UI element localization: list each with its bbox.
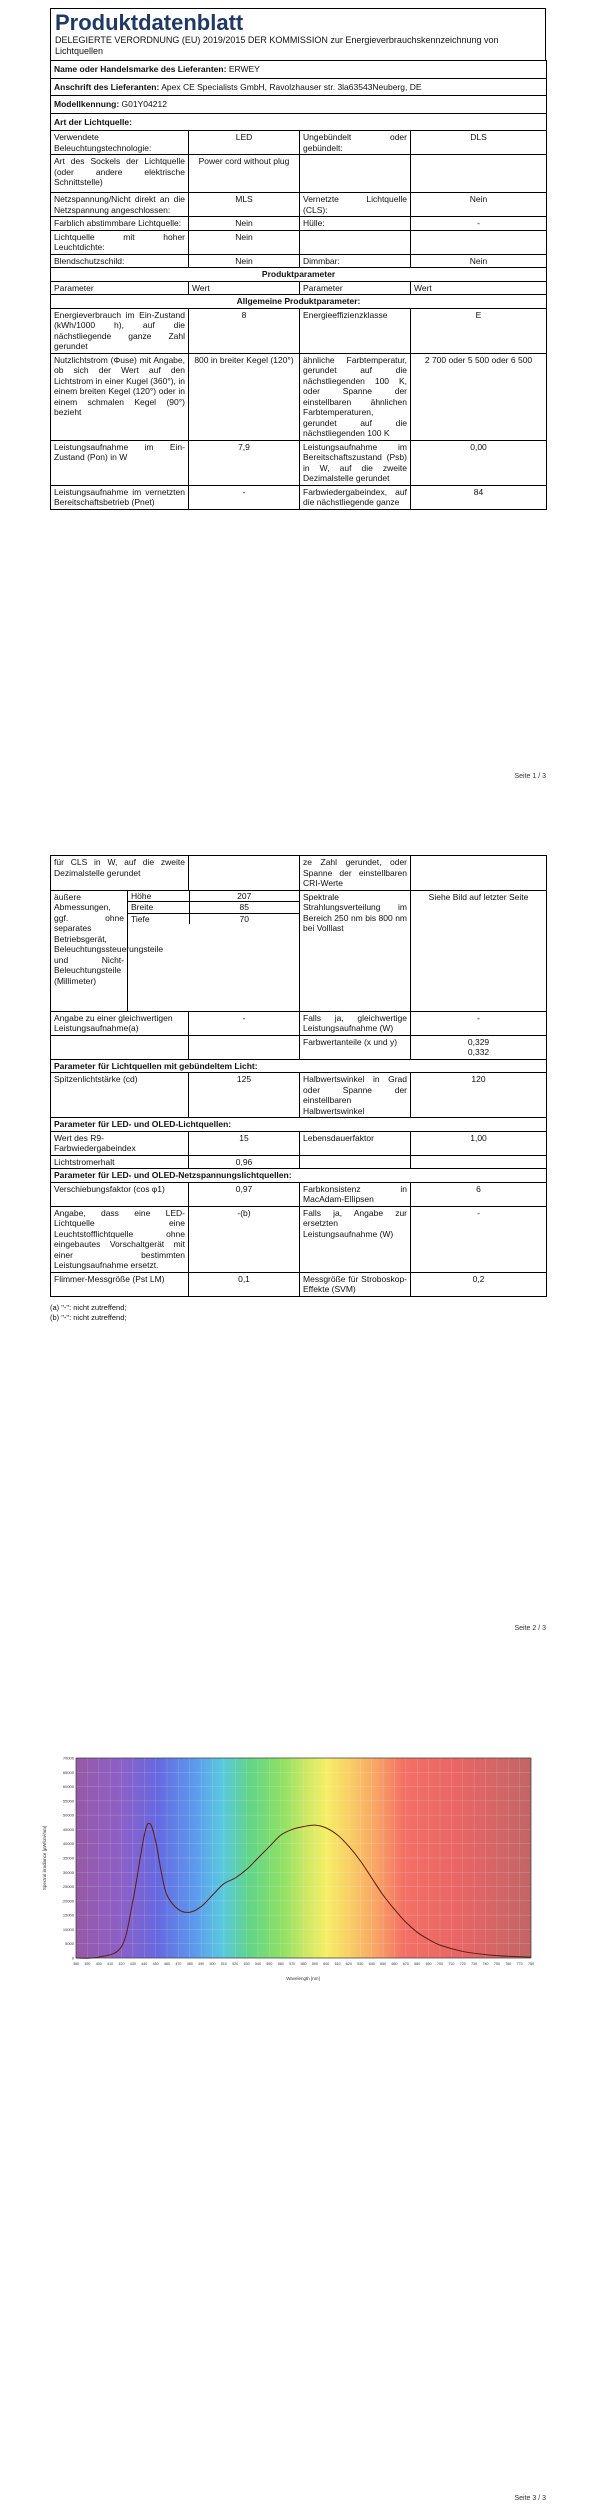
param-value	[411, 230, 547, 254]
x-tick-label: 610	[334, 1962, 341, 1966]
product-params-heading: Produktparameter	[51, 268, 547, 282]
section-heading-row	[51, 295, 547, 309]
param-label: Farblich abstimmbare Lichtquelle:	[51, 217, 189, 231]
page-number: Seite 3 / 3	[514, 2495, 546, 2502]
product-info-table	[50, 60, 547, 510]
x-tick-label: 630	[357, 1962, 364, 1966]
x-tick-label: 430	[129, 1962, 136, 1966]
x-tick-label: 440	[141, 1962, 148, 1966]
param-value: Nein	[411, 254, 547, 268]
x-tick-label: 680	[414, 1962, 421, 1966]
x-tick-label: 730	[471, 1962, 478, 1966]
param-value: 15	[189, 1131, 300, 1155]
page-number: Seite 2 / 3	[514, 1625, 546, 1632]
x-tick-label: 510	[220, 1962, 227, 1966]
param-value	[189, 1035, 300, 1059]
y-tick-label: 70000	[62, 1755, 74, 1761]
x-tick-label: 530	[243, 1962, 250, 1966]
param-label: Leistungsaufnahme im vernetzten Bereitschaftsbetrieb (Pnet)	[51, 485, 189, 509]
param-label: Angabe, dass eine LED-Lichtquelle eine Leuchtstofflichtquelle ohne eingebautes Vorschaltgerät mit einer bestimmten Leistungsaufnahme ersetzt.	[51, 1206, 189, 1272]
section-heading-row	[51, 1169, 547, 1183]
x-tick-label: 760	[505, 1962, 512, 1966]
address-value: Apex CE Specialists GmbH, Ravolzhauser str. 3la63543Neuberg, DE	[161, 81, 422, 92]
param-value	[411, 1155, 547, 1169]
table-row	[51, 308, 547, 353]
x-tick-label: 740	[482, 1962, 489, 1966]
x-tick-label: 540	[255, 1962, 261, 1966]
param-value: -	[411, 1011, 547, 1035]
x-tick-label: 570	[289, 1962, 296, 1966]
x-tick-label: 750	[493, 1962, 500, 1966]
param-label: Farbwertanteile (x und y)	[300, 1035, 411, 1059]
spectrum-chart	[38, 1752, 543, 1987]
x-tick-label: 660	[391, 1962, 398, 1966]
type-heading-row	[51, 113, 547, 131]
table-row	[51, 1206, 547, 1272]
x-tick-label: 420	[118, 1962, 125, 1966]
section-heading-row	[51, 1059, 547, 1073]
y-tick-label: 65000	[62, 1769, 74, 1775]
param-label: Energieeffizienzklasse	[300, 308, 411, 353]
x-tick-label: 710	[448, 1962, 455, 1966]
x-axis-label: Wavelength [nm]	[286, 1976, 320, 1981]
x-tick-label: 550	[266, 1962, 273, 1966]
column-header: Parameter	[300, 281, 411, 295]
x-tick-label: 470	[175, 1962, 182, 1966]
param-label: Messgröße für Stroboskop-Effekte (SVM)	[300, 1272, 411, 1296]
x-tick-label: 670	[402, 1962, 409, 1966]
param-label: Angabe zu einer gleichwertigen Leistungsaufnahme(a)	[51, 1011, 189, 1035]
x-tick-label: 590	[311, 1962, 318, 1966]
x-tick-label: 460	[164, 1962, 170, 1966]
x-tick-label: 700	[437, 1962, 443, 1966]
param-value: Power cord without plug	[189, 155, 300, 193]
y-tick-label: 0	[71, 1955, 74, 1961]
page-3	[0, 1725, 591, 2505]
chroma-y: 0,332	[467, 1047, 490, 1057]
param-label: Lichtquelle mit hoher Leuchtdichte:	[51, 230, 189, 254]
param-value: 0,1	[189, 1272, 300, 1296]
param-value: -(b)	[189, 1206, 300, 1272]
param-label: Lebensdauerfaktor	[300, 1131, 411, 1155]
param-label: Ungebündelt oder gebündelt:	[300, 131, 411, 155]
param-value: 0,96	[189, 1155, 300, 1169]
table-row	[128, 902, 299, 914]
param-value: MLS	[189, 193, 300, 217]
param-value: 0,00	[411, 440, 547, 485]
param-value: 7,9	[189, 440, 300, 485]
section-heading-row	[51, 268, 547, 282]
column-header: Wert	[411, 281, 547, 295]
param-value: 2 700 oder 5 500 oder 6 500	[411, 353, 547, 440]
table-row	[51, 193, 547, 217]
table-row	[51, 1272, 547, 1296]
y-tick-label: 45000	[62, 1826, 74, 1832]
param-label: Netzspannung/Nicht direkt an die Netzspannung angeschlossen:	[51, 193, 189, 217]
x-tick-label: 580	[300, 1962, 307, 1966]
table-row	[51, 1035, 547, 1059]
param-value: Nein	[189, 217, 300, 231]
address-label: Anschrift des Lieferanten:	[54, 81, 160, 92]
param-label: Art des Sockels der Lichtquelle (oder andere elektrische Schnittstelle)	[51, 155, 189, 193]
x-tick-label: 780	[528, 1962, 534, 1966]
y-tick-label: 10000	[62, 1926, 74, 1932]
dimensions-row	[51, 890, 547, 1011]
document-header	[50, 8, 546, 60]
y-axis	[63, 1756, 75, 1961]
x-tick-label: 390	[84, 1962, 91, 1966]
param-value: 84	[411, 485, 547, 509]
param-label: Hülle:	[300, 217, 411, 231]
x-tick-label: 480	[186, 1962, 193, 1966]
param-value: -	[189, 1011, 300, 1035]
x-tick-label: 520	[232, 1962, 239, 1966]
table-row	[51, 254, 547, 268]
column-header: Wert	[189, 281, 300, 295]
table-row	[51, 155, 547, 193]
param-value: -	[411, 217, 547, 231]
param-value: 125	[189, 1073, 300, 1118]
param-label	[300, 1155, 411, 1169]
param-value: 800 in breiter Kegel (120°)	[189, 353, 300, 440]
x-tick-label: 410	[107, 1962, 114, 1966]
param-value: 8	[189, 308, 300, 353]
param-label: Verschiebungsfaktor (cos φ1)	[51, 1182, 189, 1206]
param-value: E	[411, 308, 547, 353]
x-tick-label: 600	[323, 1962, 330, 1966]
table-row	[51, 1131, 547, 1155]
y-tick-label: 5000	[65, 1941, 74, 1947]
y-tick-label: 40000	[62, 1841, 74, 1847]
x-axis	[73, 1962, 534, 1966]
param-label	[51, 1035, 189, 1059]
model-value: G01Y04212	[121, 99, 167, 109]
x-tick-label: 490	[198, 1962, 205, 1966]
param-value: -	[189, 485, 300, 509]
page-2	[50, 855, 546, 1635]
param-value: Nein	[411, 193, 547, 217]
param-label: Falls ja, Angabe zur ersetzten Leistungsaufnahme (W)	[300, 1206, 411, 1272]
table-row	[51, 1011, 547, 1035]
x-tick-label: 450	[152, 1962, 159, 1966]
param-value: Siehe Bild auf letzter Seite	[411, 890, 547, 1011]
section-heading-row	[51, 1118, 547, 1132]
y-tick-label: 35000	[62, 1855, 74, 1861]
y-tick-label: 50000	[62, 1812, 74, 1818]
x-tick-label: 720	[459, 1962, 466, 1966]
table-row	[128, 891, 299, 902]
trademark-label: Name oder Handelsmarke des Lieferanten:	[54, 64, 227, 74]
param-label: Farbwiedergabeindex, auf die nächstliegende ganze	[300, 485, 411, 509]
table-row	[51, 131, 547, 155]
param-label: Blendschutzschild:	[51, 254, 189, 268]
column-header-row	[51, 281, 547, 295]
table-row	[51, 1155, 547, 1169]
y-tick-label: 15000	[62, 1912, 74, 1918]
param-label: Dimmbar:	[300, 254, 411, 268]
param-label: Wert des R9-Farbwiedergabeindex	[51, 1131, 189, 1155]
param-value: 1,00	[411, 1131, 547, 1155]
address-row	[51, 78, 547, 96]
page-1	[50, 8, 546, 783]
param-label: Verwendete Beleuchtungstechnologie:	[51, 131, 189, 155]
x-tick-label: 560	[277, 1962, 284, 1966]
param-label: ze Zahl gerundet, oder Spanne der einstellbaren CRI-Werte	[300, 856, 411, 891]
footnote-a: (a) "-": nicht zutreffend;	[50, 1302, 127, 1312]
table-row	[128, 913, 299, 924]
grid-lines	[76, 1758, 531, 1958]
led-params-heading: Parameter für LED- und OLED-Lichtquellen:	[51, 1118, 547, 1132]
dimension-value: 85	[189, 902, 299, 914]
general-params-heading: Allgemeine Produktparameter:	[51, 295, 547, 309]
param-value: LED	[189, 131, 300, 155]
trademark-row	[51, 61, 547, 79]
param-label: Lichtstromerhalt	[51, 1155, 189, 1169]
regulation-text: DELEGIERTE VERORDNUNG (EU) 2019/2015 DER KOMMISSION zur Energieverbrauchskennzeichnung von Lichtquellen	[55, 35, 499, 56]
param-label: für CLS in W, auf die zweite Dezimalstelle gerundet	[51, 856, 189, 891]
table-row	[51, 353, 547, 440]
y-tick-label: 20000	[62, 1898, 74, 1904]
dimension-name: Höhe	[128, 891, 189, 902]
param-label	[300, 230, 411, 254]
param-label: Leistungsaufnahme im Ein-Zustand (Pon) in W	[51, 440, 189, 485]
document-title: Produktdatenblatt	[55, 10, 244, 35]
x-tick-label: 690	[425, 1962, 432, 1966]
param-label: Energieverbrauch im Ein-Zustand (kWh/1000 h), auf die nächstliegende ganze Zahl gerundet	[51, 308, 189, 353]
y-tick-label: 55000	[62, 1798, 74, 1804]
trademark-value: ERWEY	[228, 64, 260, 74]
x-tick-label: 640	[368, 1962, 375, 1966]
x-tick-label: 650	[380, 1962, 387, 1966]
table-row	[51, 1073, 547, 1118]
chroma-x: 0,329	[467, 1036, 490, 1047]
x-tick-label: 400	[95, 1962, 102, 1966]
dimension-name: Breite	[128, 902, 189, 914]
param-value	[189, 856, 300, 891]
x-tick-label: 500	[209, 1962, 216, 1966]
param-label: Farbkonsistenz in MacAdam-Ellipsen	[300, 1182, 411, 1206]
param-label: Falls ja, gleichwertige Leistungsaufnahme (W)	[300, 1011, 411, 1035]
y-tick-label: 25000	[62, 1884, 74, 1890]
dimensions-table	[128, 891, 299, 925]
param-label	[300, 155, 411, 193]
table-row	[51, 1182, 547, 1206]
column-header: Parameter	[51, 281, 189, 295]
param-value: Nein	[189, 254, 300, 268]
param-value	[411, 1035, 547, 1059]
param-label: Leistungsaufnahme im Bereitschaftszustand (Psb) in W, auf die zweite Dezimalstelle gerundet	[300, 440, 411, 485]
param-value	[411, 155, 547, 193]
x-tick-label: 770	[516, 1962, 523, 1966]
directional-params-heading: Parameter für Lichtquellen mit gebündeltem Licht:	[51, 1059, 547, 1073]
y-axis-label: Spectral irradiance [µW/cm²/nm]	[42, 1825, 47, 1891]
model-row	[51, 96, 547, 114]
table-row	[51, 440, 547, 485]
param-label: Vernetzte Lichtquelle (CLS):	[300, 193, 411, 217]
x-tick-label: 380	[73, 1962, 79, 1966]
dimension-value: 207	[189, 891, 299, 902]
type-heading: Art der Lichtquelle:	[51, 113, 547, 131]
param-value: 120	[411, 1073, 547, 1118]
y-tick-label: 60000	[62, 1784, 74, 1790]
table-row	[51, 230, 547, 254]
param-value	[411, 856, 547, 891]
y-tick-label: 30000	[62, 1869, 74, 1875]
footnote-b: (b) "-": nicht zutreffend;	[50, 1312, 127, 1322]
param-value: 6	[411, 1182, 547, 1206]
model-label: Modellkennung:	[54, 99, 120, 109]
dimension-value: 70	[239, 913, 249, 924]
param-label: ähnliche Farbtemperatur, gerundet auf die nächstliegenden 100 K, oder Spanne der einstellbaren ähnlichen Farbtemperaturen, gerundet auf die nächstliegenden 100 K	[300, 353, 411, 440]
param-value: DLS	[411, 131, 547, 155]
param-value: Nein	[189, 230, 300, 254]
param-value: 0,97	[189, 1182, 300, 1206]
param-label: Spektrale Strahlungsverteilung im Bereich 250 nm bis 800 nm bei Volllast	[300, 890, 411, 1011]
param-label: Flimmer-Messgröße (Pst LM)	[51, 1272, 189, 1296]
x-tick-label: 620	[346, 1962, 352, 1966]
table-row	[51, 217, 547, 231]
product-params-table-continued	[50, 855, 547, 1297]
dimension-name: Tiefe	[128, 913, 189, 924]
param-value: 0,2	[411, 1272, 547, 1296]
mains-params-heading: Parameter für LED- und OLED-Netzspannungslichtquellen:	[51, 1169, 547, 1183]
param-label: Nutzlichtstrom (Φuse) mit Angabe, ob sich der Wert auf den Lichtstrom in einer Kugel (360°), in einem breiten Kegel (120°) oder in einem schmalen Kegel (90°) bezieht	[51, 353, 189, 440]
dimensions-label: äußere Abmessungen, ggf. ohne separates Betriebsgerät, Beleuchtungssteuerungsteile und Nicht-Beleuchtungsteile (Millimeter)	[51, 890, 128, 1011]
param-label: Spitzenlichtstärke (cd)	[51, 1073, 189, 1118]
page-number: Seite 1 / 3	[514, 773, 546, 780]
spectrum-chart-svg	[38, 1752, 543, 1987]
table-row	[51, 485, 547, 509]
table-row	[51, 856, 547, 891]
param-label: Halbwertswinkel in Grad oder Spanne der einstellbaren Halbwertswinkel	[300, 1073, 411, 1118]
param-value: -	[411, 1206, 547, 1272]
